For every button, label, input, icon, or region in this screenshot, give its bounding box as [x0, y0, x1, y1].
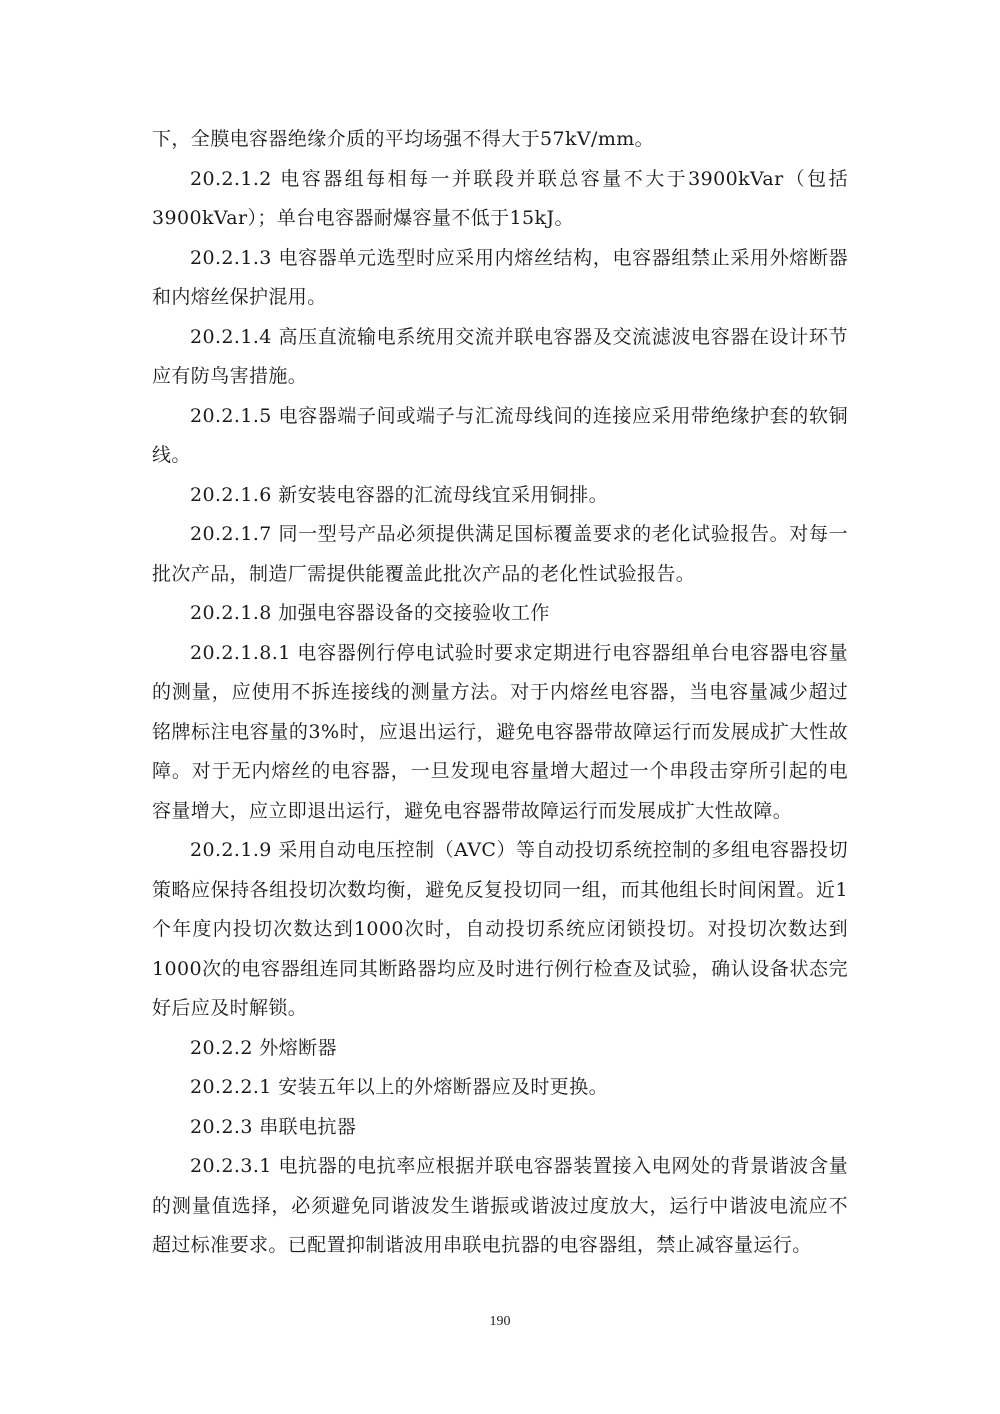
clause-20-2-1-2: 20.2.1.2 电容器组每相每一并联段并联总容量不大于3900kVar（包括3900kVar）；单台电容器耐爆容量不低于15kJ。: [152, 167, 848, 229]
clause-20-2-1-9: 20.2.1.9 采用自动电压控制（AVC）等自动投切系统控制的多组电容器投切策略应保持各组投切次数均衡，避免反复投切同一组，而其他组长时间闲置。近1个年度内投切次数达到1000次时，自动投切系统应闭锁投切。对投切次数达到1000次的电容器组连同其断路器均应及时进行例行检查及试验，确认设备状态完好后应及时解锁。: [152, 839, 848, 1019]
clause-20-2-1-7: 20.2.1.7 同一型号产品必须提供满足国标覆盖要求的老化试验报告。对每一批次产品，制造厂需提供能覆盖此批次产品的老化性试验报告。: [152, 523, 848, 585]
clause-20-2-2-1: 20.2.2.1 安装五年以上的外熔断器应及时更换。: [190, 1076, 609, 1098]
section-20-2-2-heading: 20.2.2 外熔断器: [190, 1036, 337, 1059]
clause-20-2-1-5: 20.2.1.5 电容器端子间或端子与汇流母线间的连接应采用带绝缘护套的软铜线。: [152, 404, 848, 466]
paragraph-continuation: 下，全膜电容器绝缘介质的平均场强不得大于57kV/mm。: [152, 128, 655, 150]
clause-20-2-3-1: 20.2.3.1 电抗器的电抗率应根据并联电容器装置接入电网处的背景谐波含量的测量值选择，必须避免同谐波发生谐振或谐波过度放大，运行中谐波电流应不超过标准要求。已配置抑制谐波用串联电抗器的电容器组，禁止减容量运行。: [152, 1155, 848, 1256]
body-text: [152, 120, 848, 1266]
clause-20-2-1-4: 20.2.1.4 高压直流输电系统用交流并联电容器及交流滤波电容器在设计环节应有防鸟害措施。: [152, 325, 848, 387]
clause-20-2-1-8-1: 20.2.1.8.1 电容器例行停电试验时要求定期进行电容器组单台电容器电容量的测量，应使用不拆连接线的测量方法。对于内熔丝电容器，当电容量减少超过铭牌标注电容量的3%时，应退出运行，避免电容器带故障运行而发展成扩大性故障。对于无内熔丝的电容器，一旦发现电容量增大超过一个串段击穿所引起的电容量增大，应立即退出运行，避免电容器带故障运行而发展成扩大性故障。: [152, 641, 848, 822]
section-20-2-3-heading: 20.2.3 串联电抗器: [190, 1115, 357, 1138]
page-number: 190: [489, 1314, 511, 1329]
clause-20-2-1-3: 20.2.1.3 电容器单元选型时应采用内熔丝结构，电容器组禁止采用外熔断器和内熔丝保护混用。: [152, 246, 848, 308]
clause-20-2-1-8: 20.2.1.8 加强电容器设备的交接验收工作: [190, 602, 550, 624]
clause-20-2-1-6: 20.2.1.6 新安装电容器的汇流母线宜采用铜排。: [190, 483, 609, 506]
